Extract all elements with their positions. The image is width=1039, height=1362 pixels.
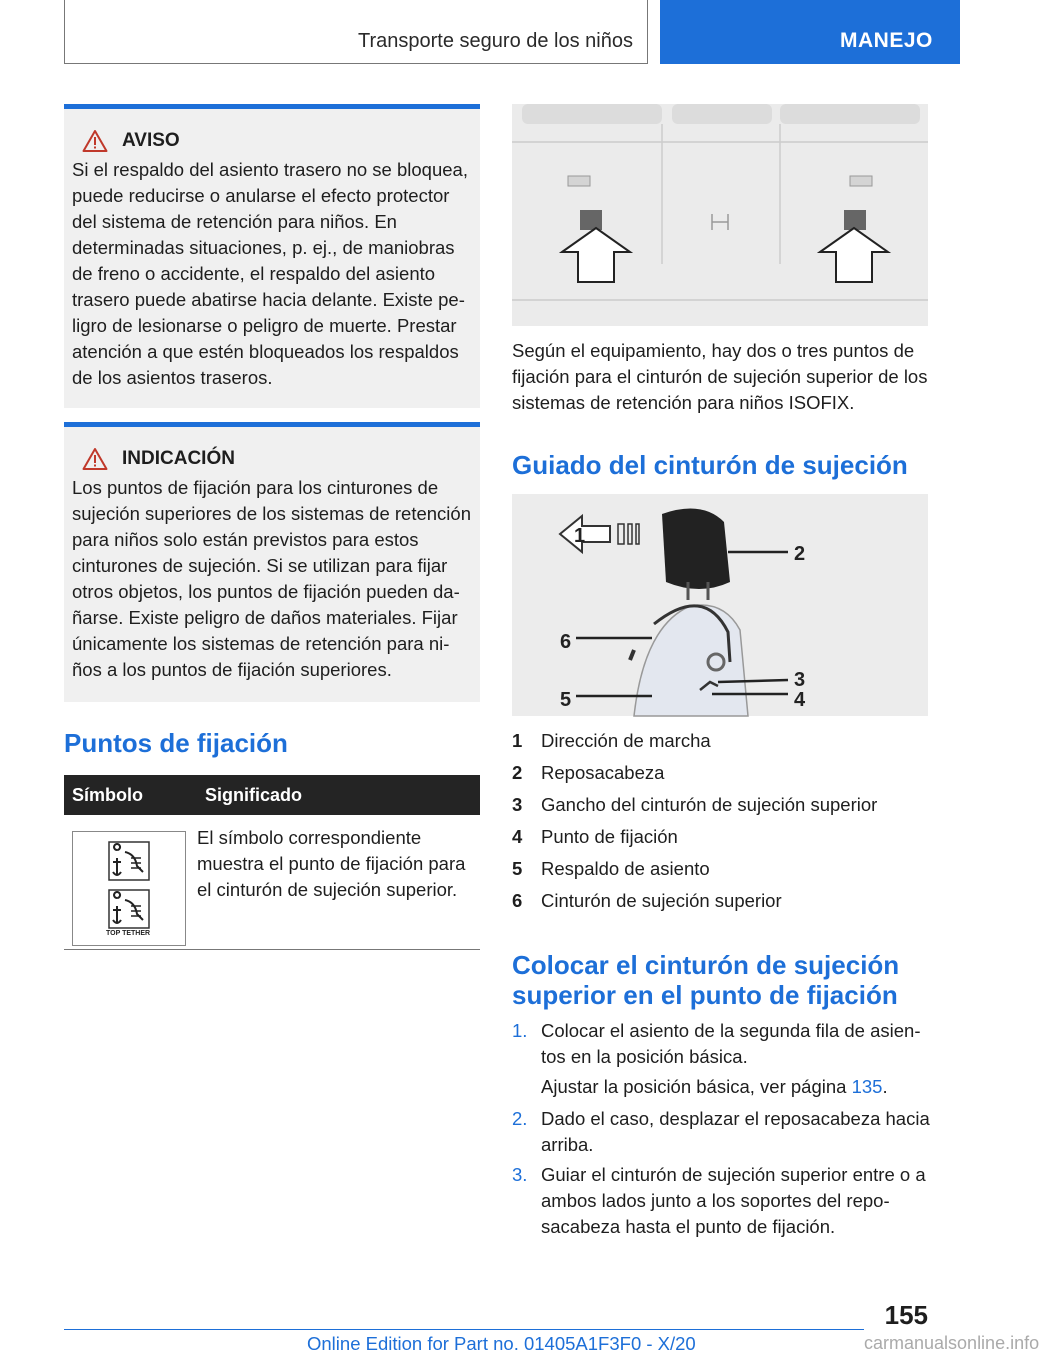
warning-notice (64, 104, 480, 408)
section-heading-routing: Guiado del cinturón de sujeción (512, 450, 908, 480)
figure-label-5: 5 (560, 689, 572, 711)
figure-label-2: 2 (794, 543, 806, 565)
step-text: Dado el caso, desplazar el reposacabeza hacia arriba. (541, 1108, 930, 1155)
step-note: Ajustar la posición básica, ver página 135. (541, 1076, 888, 1097)
warning-triangle-icon (82, 129, 108, 153)
warning-triangle-icon (82, 447, 108, 471)
header-title-box (64, 0, 648, 64)
page-number: 155 (884, 1300, 928, 1330)
figure-label-6: 6 (560, 631, 572, 653)
step-number: 3. (512, 1164, 528, 1185)
header-section: MANEJO (840, 29, 933, 52)
child-seat-anchor-icon (73, 832, 185, 945)
tether-routing-figure (512, 494, 928, 716)
figure-label-1: 1 (574, 525, 586, 547)
headrest-illustration (512, 494, 928, 716)
table-row (64, 815, 480, 950)
footer-edition: Online Edition for Part no. 01405A1F3F0 - X/20 (307, 1333, 696, 1354)
figure-label-3: 3 (794, 669, 806, 691)
section-heading-attach-line1: Colocar el cinturón de sujeción (512, 950, 900, 980)
indication-notice (64, 422, 480, 702)
warning-label: AVISO (122, 130, 180, 151)
step-text: Colocar el asiento de la segunda fila de asientos en la posición básica. (541, 1020, 921, 1067)
anchor-points-figure (512, 104, 928, 326)
table-header-meaning: Significado (205, 784, 303, 805)
indication-text: Los puntos de fijación para los cinturones de sujeción superiores de los sistemas de retención para niños solo están previstos para estos cinturones de sujeción. Si se utilizan para fijar otros objetos, los puntos de fijación pueden dañarse. Existe peligro de daños materiales. Fijar únicamente los sistemas de retención para niños a los puntos de fijación superiores. (72, 477, 471, 680)
top-tether-caption: TOP TETHER (106, 930, 151, 937)
section-heading-attach-line2: superior en el punto de fijación (512, 980, 898, 1010)
footer-divider (64, 1329, 864, 1330)
warning-text: Si el respaldo del asiento trasero no se bloquea, puede reducirse o anularse el efecto protector del sistema de retención para niños. En determinadas situaciones, p. ej., de maniobras de freno o accidente, el respaldo del asiento trasero puede abatirse hacia delante. Existe peligro de lesionarse o peligro de muerte. Prestar atención a que estén bloqueados los respaldos de los asientos traseros. (72, 159, 468, 388)
step-text: Guiar el cinturón de sujeción superior entre o a ambos lados junto a los soportes del reposacabeza hasta el punto de fijación. (541, 1164, 926, 1237)
table-header-symbol: Símbolo (72, 784, 143, 805)
watermark: carmanualsonline.info (864, 1333, 1039, 1353)
step-number: 1. (512, 1020, 528, 1041)
header-title: Transporte seguro de los niños (358, 30, 633, 52)
rear-seat-illustration (512, 104, 928, 326)
section-heading-anchor-points: Puntos de fijación (64, 728, 288, 758)
indication-label: INDICACIÓN (122, 448, 235, 469)
top-tether-symbol (72, 831, 186, 946)
symbol-table (64, 775, 480, 950)
step-number: 2. (512, 1108, 528, 1129)
figure-caption: Según el equipamiento, hay dos o tres puntos de fijación para el cinturón de sujeción superior de los sistemas de retención para niños ISOFIX. (512, 340, 928, 413)
figure-label-4: 4 (794, 689, 806, 711)
table-header (64, 775, 480, 815)
table-cell-meaning: El símbolo correspondiente muestra el punto de fijación para el cinturón de sujeción superior. (197, 827, 466, 900)
page-reference-link[interactable]: 135 (851, 1076, 883, 1097)
header-section-tab (660, 0, 960, 64)
